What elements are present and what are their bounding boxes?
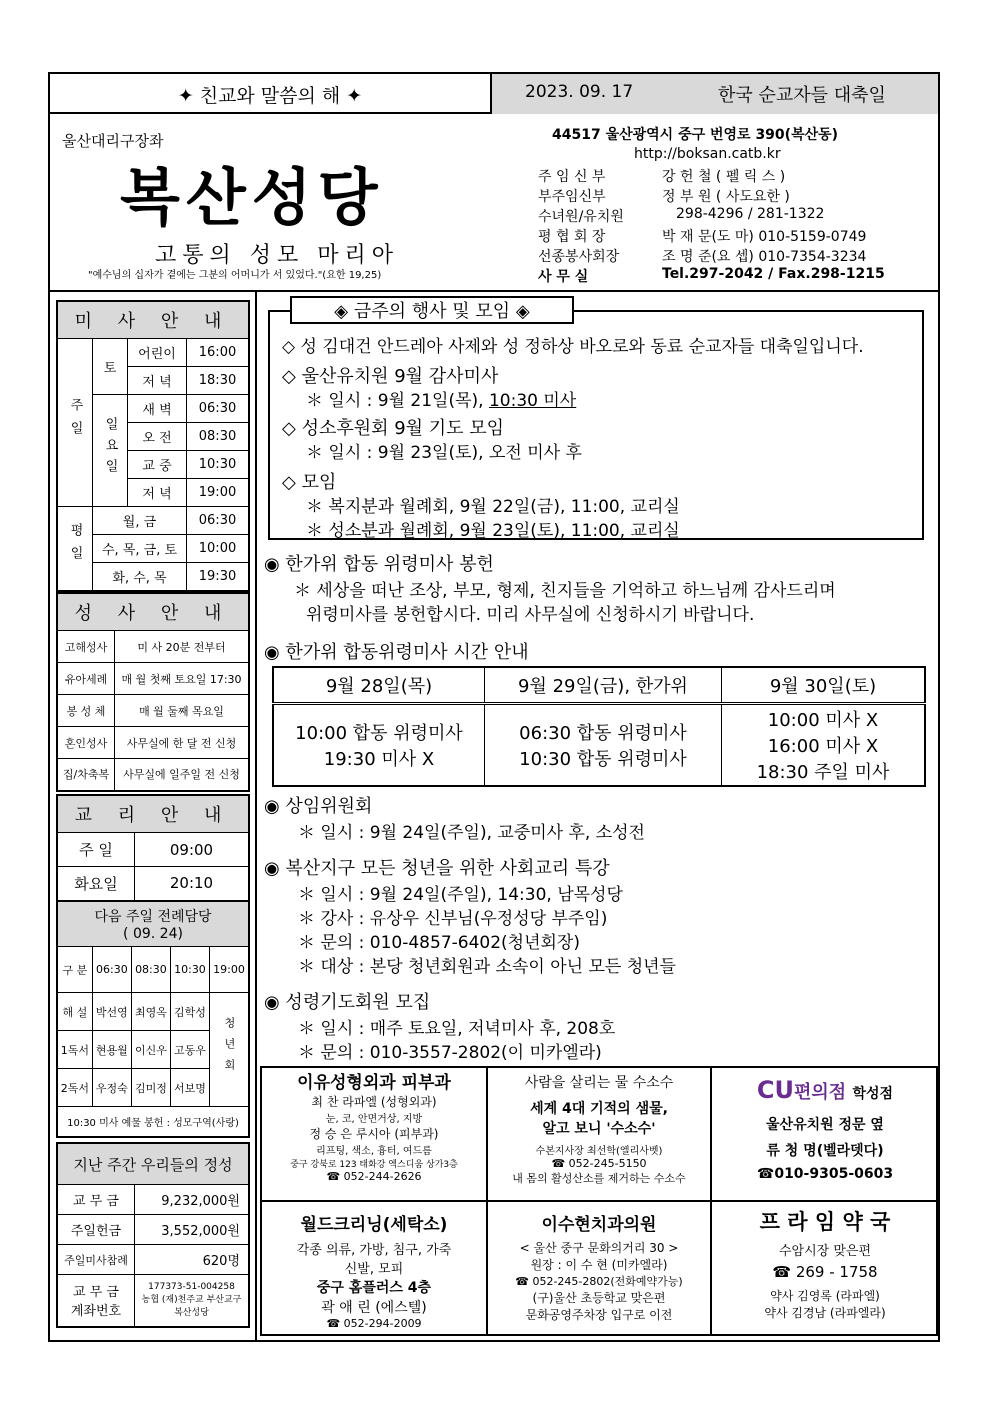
mass-time: 10:30: [187, 451, 250, 479]
event-detail: ＊ 복지분과 월례회, 9월 22일(금), 11:00, 교리실: [306, 497, 680, 517]
ad-title: 이유성형외과 피부과: [297, 1073, 451, 1093]
liturgy-person: 이신우: [131, 1031, 170, 1069]
mass-time: 08:30: [187, 423, 250, 451]
liturgy-youth: [209, 993, 249, 1107]
offering-value: 9,232,000원: [135, 1185, 250, 1215]
staff-role: 부주임신부: [538, 189, 606, 205]
ad-line: 곽 애 린 (에스텔): [321, 1300, 427, 1316]
notice-title: ◉ 복산지구 모든 청년을 위한 사회교리 특강: [264, 858, 610, 879]
mass-label: 어린이: [128, 339, 187, 367]
account-label: 교 무 금 계좌번호: [57, 1275, 135, 1327]
patron-saint: 고통의 성모 마리아: [155, 243, 400, 268]
mass-time: 19:30: [187, 563, 250, 591]
staff-name: 강 헌 철 ( 펠 릭 스 ): [662, 169, 786, 185]
event-detail: ＊ 성소분과 월례회, 9월 23일(토), 11:00, 교리실: [306, 521, 680, 541]
sacraments-title: 성 사 안 내: [57, 593, 249, 631]
feast-name: 한국 순교자들 대축일: [718, 85, 886, 106]
ad-title: 월드크리닝(세탁소): [300, 1215, 448, 1235]
ad-phone: ☎ 052-294-2009: [326, 1317, 422, 1330]
sacrament-label: 집/차축복: [57, 759, 115, 791]
parish-address: 44517 울산광역시 중구 번영로 390(복산동): [552, 127, 839, 143]
ad-line: (구)울산 초등학교 맞은편: [532, 1291, 666, 1305]
cell-line: 10:00 합동 위령미사: [295, 722, 463, 744]
mass-time: 19:00: [187, 479, 250, 507]
offering-label: 주일헌금: [57, 1215, 135, 1245]
account-holder-2: 복산성당: [174, 1308, 209, 1319]
liturgy-title-text: 다음 주일 전례담당: [94, 909, 212, 925]
staff-role: 선종봉사회장: [538, 249, 620, 265]
ad-line: 문화공영주차장 입구로 이전: [525, 1308, 673, 1322]
ad-store: [712, 1076, 938, 1182]
mass-label: 저 녁: [128, 367, 187, 395]
offering-table: [56, 1142, 250, 1328]
ad-title: 사람을 살리는 물 수소수: [524, 1075, 674, 1091]
ad-line: 약사 김영록 (라파엘): [770, 1289, 880, 1303]
notice-title: ◉ 성령기도회원 모집: [264, 992, 431, 1013]
ad-line: 알고 보니 '수소수': [542, 1121, 656, 1137]
table-header: 9월 29일(금), 한가위: [485, 667, 722, 703]
ad-line: 수암시장 맞은편: [778, 1244, 872, 1259]
sacrament-label: 혼인성사: [57, 727, 115, 759]
mass-time: 18:30: [187, 367, 250, 395]
mass-time: 06:30: [187, 395, 250, 423]
ad-branch: 학성점: [852, 1086, 894, 1102]
ad-line: 원장 : 이 수 현 (미카엘라): [530, 1258, 668, 1272]
offering-value: 620명: [135, 1245, 250, 1275]
staff-name: 298-4296 / 281-1322: [676, 206, 825, 222]
ad-title: [712, 1076, 938, 1104]
staff-role: 수녀원/유치원: [538, 209, 624, 225]
column-divider: [255, 292, 257, 1340]
event-item: ◇ 성 김대건 안드레아 사제와 성 정하상 바오로와 동료 순교자들 대축일입니다.: [282, 337, 864, 357]
ad-line: 신발, 모피: [344, 1262, 404, 1277]
ad-line: 세계 4대 기적의 샘물,: [530, 1101, 668, 1117]
staff-role: 평 협 회 장: [538, 229, 606, 245]
ad-water: [488, 1072, 710, 1186]
bulletin-date: 2023. 09. 17: [525, 82, 634, 102]
mass-time: 10:00: [187, 535, 250, 563]
sacraments-table: [56, 592, 250, 792]
memorial-mass-table: [272, 666, 926, 787]
mass-schedule-title: 미 사 안 내: [57, 301, 249, 339]
cell-line: 16:00 미사 X: [767, 735, 879, 757]
ad-phone: ☎ 052-245-5150: [551, 1157, 647, 1170]
table-header: 9월 30일(토): [722, 667, 926, 703]
mass-label: 교 중: [128, 451, 187, 479]
cell-line: 06:30 합동 위령미사: [519, 722, 687, 744]
parish-name: 복산성당: [120, 161, 384, 234]
offering-label: 교 무 금: [57, 1185, 135, 1215]
ad-laundry: [262, 1210, 486, 1330]
notice-line: ＊ 일시 : 9월 24일(주일), 교중미사 후, 소성전: [298, 823, 645, 843]
ad-line: 중구 강북로 123 태화강 엑스디움 상가3층: [290, 1160, 458, 1170]
ad-phone: ☎ 052-244-2626: [326, 1170, 422, 1183]
mass-label: 저 녁: [128, 479, 187, 507]
catechism-day: 주 일: [57, 833, 135, 867]
liturgy-header: 19:00: [209, 947, 249, 993]
ad-line: 중구 홈플러스 4층: [316, 1280, 432, 1296]
ad-dental: [488, 1210, 710, 1323]
header-divider: [50, 290, 938, 292]
table-cell: [485, 703, 722, 786]
event-detail: ＊ 일시 : 9월 23일(토), 오전 미사 후: [306, 443, 582, 463]
event-detail-underlined: 10:30 미사: [488, 391, 577, 411]
ad-phone: ☎ 052-245-2802(전화예약가능): [515, 1275, 683, 1288]
ad-line: 각종 의류, 가방, 침구, 가죽: [296, 1243, 452, 1258]
cell-line: 10:00 미사 X: [767, 709, 879, 731]
liturgy-header: 08:30: [131, 947, 170, 993]
event-item: ◇ 울산유치원 9월 감사미사: [282, 366, 499, 387]
mass-label: 새 벽: [128, 395, 187, 423]
ad-line: 수본지사장 최선학(엘리사벳): [535, 1146, 663, 1157]
table-cell: [722, 703, 926, 786]
liturgy-title: [57, 901, 249, 947]
event-detail: [306, 386, 576, 411]
ad-line: 리프팅, 색소, 흉터, 여드름: [316, 1146, 432, 1157]
liturgy-role: 1독서: [57, 1031, 92, 1069]
staff-name: 정 부 원 ( 사도요한 ): [662, 189, 790, 205]
mass-time: 16:00: [187, 339, 250, 367]
ad-line: < 울산 중구 문화의거리 30 >: [519, 1241, 679, 1255]
ad-line: 울산유치원 정문 옆: [766, 1117, 884, 1133]
event-detail-text: ＊ 일시 : 9월 21일(목),: [306, 391, 489, 411]
ad-clinic: [262, 1068, 486, 1183]
ad-phone: ☎010-9305-0603: [756, 1166, 894, 1182]
notice-title: ◉ 한가위 합동 위령미사 봉헌: [264, 554, 494, 575]
notice-line: ＊ 문의 : 010-4857-6402(청년회장): [298, 933, 580, 953]
catechism-day: 화요일: [57, 867, 135, 901]
mass-label: 화, 수, 목: [93, 563, 187, 591]
liturgy-youth-text: 청년회: [222, 1016, 236, 1080]
mass-label: 수, 목, 금, 토: [93, 535, 187, 563]
sacrament-value: 사무실에 한 달 전 신청: [115, 727, 250, 759]
liturgy-person: 김학성: [170, 993, 209, 1031]
sacrament-label: 봉 성 체: [57, 695, 115, 727]
sunday-day-text: 일요일: [102, 417, 118, 480]
year-theme: ✦ 친교와 말씀의 해 ✦: [177, 84, 363, 107]
ad-store-name: 편의점: [794, 1082, 847, 1103]
liturgy-person: 고동우: [170, 1031, 209, 1069]
liturgy-person: 현용월: [92, 1031, 131, 1069]
liturgy-header: 10:30: [170, 947, 209, 993]
liturgy-note: 10:30 미사 예물 봉헌 : 성모구역(사랑): [57, 1107, 249, 1137]
liturgy-person: 최영옥: [131, 993, 170, 1031]
ad-line: 약사 김경남 (라파엘라): [764, 1306, 886, 1320]
notice-line: ＊ 대상 : 본당 청년회원과 소속이 아닌 모든 청년들: [298, 957, 676, 977]
weekday-text: 평일: [67, 523, 83, 570]
liturgy-person: 서보명: [170, 1069, 209, 1107]
mass-time: 06:30: [187, 507, 250, 535]
sunday-text: 주일: [67, 397, 83, 444]
ad-pharmacy: [712, 1206, 938, 1321]
cell-line: 10:30 합동 위령미사: [519, 748, 687, 770]
sacrament-label: 유아세례: [57, 663, 115, 695]
notice-line: ＊ 강사 : 유상우 신부님(우정성당 부주임): [298, 909, 608, 929]
offering-title: 지난 주간 우리들의 정성: [57, 1143, 249, 1185]
scripture-quote: "예수님의 십자가 곁에는 그분의 어머니가 서 있었다."(요한 19,25): [88, 270, 382, 281]
offering-value: 3,552,000원: [135, 1215, 250, 1245]
liturgy-table: [56, 900, 250, 1138]
mass-label: 월, 금: [93, 507, 187, 535]
staff-name: 조 명 준(요 셉) 010-7354-3234: [662, 249, 867, 265]
sunday-label: [57, 339, 93, 507]
ad-line: 최 찬 라파엘 (성형외과): [311, 1095, 437, 1109]
staff-role: 사 무 실: [538, 269, 589, 285]
catechism-time: 20:10: [135, 867, 250, 901]
liturgy-date: ( 09. 24): [123, 926, 183, 942]
ad-line: 류 청 명(벨라뎃다): [766, 1143, 884, 1159]
parish-url[interactable]: http://boksan.catb.kr: [634, 146, 781, 162]
liturgy-header: 06:30: [92, 947, 131, 993]
ad-title: 프 라 임 약 국: [759, 1210, 891, 1234]
notice-title: ◉ 한가위 합동위령미사 시간 안내: [264, 642, 529, 663]
ad-title: 이수현치과의원: [541, 1215, 657, 1235]
ad-divider: [260, 1200, 938, 1202]
parish-area: 울산대리구장좌: [62, 132, 164, 150]
notice-line: ＊ 세상을 떠난 조상, 부모, 형제, 친지들을 기억하고 하느님께 감사드리며: [294, 581, 836, 601]
saturday-label: 토: [93, 339, 128, 395]
offering-label: 주일미사참례: [57, 1245, 135, 1275]
notice-title: ◉ 상임위원회: [264, 796, 373, 817]
catechism-title: 교 리 안 내: [57, 795, 249, 833]
ad-phone: ☎ 269 - 1758: [772, 1263, 878, 1281]
notice-line: ＊ 일시 : 매주 토요일, 저녁미사 후, 208호: [298, 1019, 616, 1039]
staff-name: 박 재 문(도 마) 010-5159-0749: [662, 229, 867, 245]
liturgy-person: 박선영: [92, 993, 131, 1031]
catechism-table: [56, 794, 250, 902]
cu-logo: CU: [756, 1076, 795, 1104]
ad-line: 정 승 은 루시아 (피부과): [309, 1127, 439, 1141]
notice-line: ＊ 일시 : 9월 24일(주일), 14:30, 남목성당: [298, 885, 623, 905]
mass-label: 오 전: [128, 423, 187, 451]
cell-line: 19:30 미사 X: [323, 748, 435, 770]
liturgy-header: 구 분: [57, 947, 92, 993]
table-cell: [273, 703, 485, 786]
catechism-time: 09:00: [135, 833, 250, 867]
ad-line: 눈, 코, 안면거상, 지방: [325, 1114, 423, 1125]
liturgy-role: 해 설: [57, 993, 92, 1031]
event-item: ◇ 모임: [282, 472, 337, 493]
table-header: 9월 28일(목): [273, 667, 485, 703]
notice-line: ＊ 문의 : 010-3557-2802(이 미카엘라): [298, 1043, 602, 1063]
event-item: ◇ 성소후원회 9월 기도 모임: [282, 418, 505, 439]
events-title: ◈ 금주의 행사 및 모임 ◈: [290, 296, 574, 324]
liturgy-role: 2독서: [57, 1069, 92, 1107]
staff-role: 주 임 신 부: [538, 169, 606, 185]
weekday-label: [57, 507, 93, 591]
sunday-day-label: [93, 395, 128, 507]
account-number: 177373-51-004258: [148, 1282, 235, 1293]
sacrament-value: 사무실에 일주일 전 신청: [115, 759, 250, 791]
liturgy-person: 김미정: [131, 1069, 170, 1107]
account-holder: 농협 (재)천주교 부산교구: [141, 1295, 242, 1306]
sacrament-label: 고해성사: [57, 631, 115, 663]
staff-name: Tel.297-2042 / Fax.298-1215: [662, 266, 885, 282]
mass-schedule-table: [56, 300, 250, 592]
sacrament-value: 미 사 20분 전부터: [115, 631, 250, 663]
notice-line: 위령미사를 봉헌합시다. 미리 사무실에 신청하시기 바랍니다.: [306, 605, 755, 625]
sacrament-value: 매 월 둘째 목요일: [115, 695, 250, 727]
sacrament-value: 매 월 첫째 토요일 17:30: [115, 663, 250, 695]
ad-line: 내 몸의 활성산소를 제거하는 수소수: [512, 1172, 686, 1185]
cell-line: 18:30 주일 미사: [756, 761, 890, 783]
account-info: [135, 1275, 250, 1327]
liturgy-person: 우정숙: [92, 1069, 131, 1107]
